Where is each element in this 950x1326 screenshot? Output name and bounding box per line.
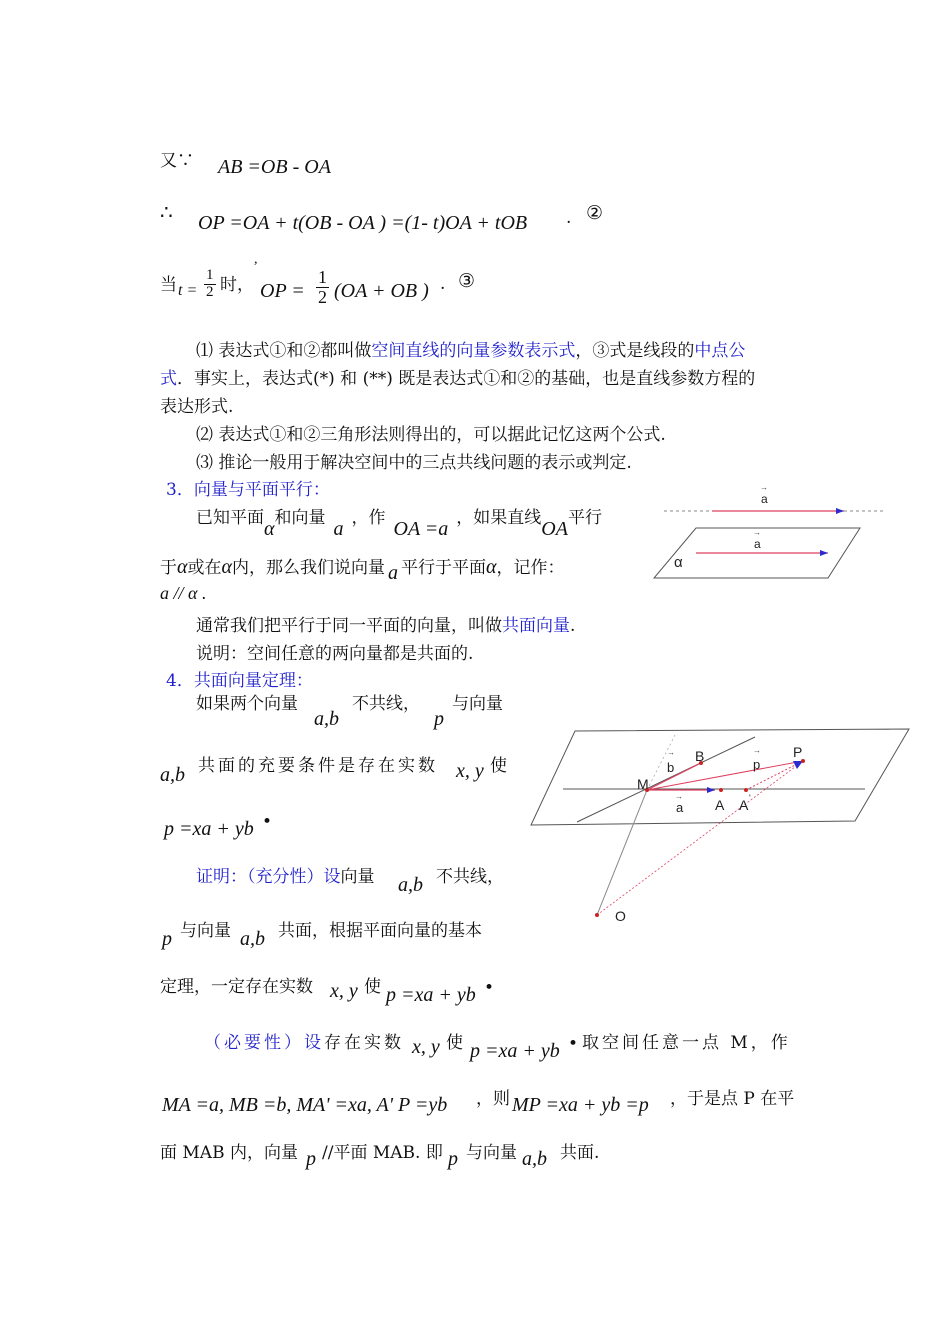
label-M: M: [637, 776, 649, 792]
arrowhead-plane: [820, 550, 828, 556]
sec4-eq3: p =xa + yb: [470, 1040, 560, 1062]
t-fraction: $\frac{1}{2}$: [206, 267, 214, 300]
sec4-line1c: 与向量: [452, 694, 503, 714]
sec4-line8c: 与向量: [466, 1143, 517, 1163]
sec3-line1: 已知平面α和向量 a ，作 OA =a ，如果直线OA平行: [196, 508, 602, 540]
sec4-ab3: a,b: [398, 874, 423, 896]
sec4-p1: p: [434, 708, 444, 730]
arrowhead-top: [836, 508, 844, 514]
sec4-ab5: a,b: [522, 1148, 547, 1170]
formula-mid-rhs: (OA + OB ): [334, 280, 429, 302]
tick-mark: ,: [254, 252, 258, 267]
sec4-line2b: 使: [490, 756, 507, 776]
because-label: 又∵: [160, 151, 194, 171]
circle-two: ②: [586, 202, 604, 224]
sec3-para2: 说明：空间任意的两向量都是共面的.: [196, 644, 474, 664]
half-fraction: $\frac{1}{2}$: [318, 267, 327, 307]
sec4-line8d: 共面.: [560, 1143, 600, 1163]
sec4-xy2: x, y: [330, 980, 358, 1002]
shi-label: 时，: [220, 275, 254, 295]
section-3-heading: 3．向量与平面平行：: [166, 480, 330, 500]
label-P: P: [793, 744, 803, 760]
figure-vector-plane: [640, 480, 890, 590]
label-a-top: a: [761, 492, 768, 506]
sec4-line5b: 使: [364, 977, 381, 997]
label-O: O: [615, 908, 626, 924]
note-1-line3: 表达形式.: [160, 397, 234, 417]
sec3-para1: 通常我们把平行于同一平面的向量，叫做共面向量.: [196, 616, 576, 636]
sec4-eq4: MA =a, MB =b, MA' =xa, A' P =yb: [162, 1094, 448, 1116]
section-4-heading: 4．共面向量定理：: [166, 671, 313, 691]
arrow-mark-b: →: [667, 748, 675, 757]
sec4-nec-c: 使: [446, 1033, 463, 1053]
arrowhead-a: [707, 787, 715, 793]
figure-coplanar: [525, 725, 915, 935]
arrow-mark-in: →: [753, 528, 761, 537]
dang-label: 当: [160, 275, 177, 295]
sec4-dot2: •: [484, 978, 495, 998]
sec4-line1b: 不共线，: [352, 694, 420, 714]
note-3: ⑶ 推论一般用于解决空间中的三点共线问题的表示或判定.: [196, 453, 632, 473]
sec4-ab1: a,b: [314, 708, 339, 730]
note-1-line2: 式．事实上，表达式(*) 和 (**) 既是表达式①和②的基础，也是直线参数方程的: [160, 369, 756, 389]
point-a: [719, 788, 723, 792]
formula-op-end: .: [566, 208, 572, 228]
formula-ab: AB =OB - OA: [218, 156, 331, 178]
sec4-line2: 共面的充要条件是存在实数: [198, 756, 438, 776]
sec4-p3: p: [306, 1148, 316, 1170]
sec4-ab2: a,b: [160, 764, 185, 786]
sec4-line7a: ，则: [476, 1089, 510, 1109]
sec4-eq2: p =xa + yb: [386, 984, 476, 1006]
therefore-symbol: ∴: [160, 200, 173, 224]
sec4-dot1: •: [262, 812, 273, 832]
label-prime: ': [749, 793, 751, 803]
sec4-ab4: a,b: [240, 928, 265, 950]
label-A: A: [715, 797, 725, 813]
label-alpha: α: [674, 554, 683, 571]
point-o: [595, 913, 599, 917]
sec4-line8b: //平面 MAB. 即: [322, 1143, 443, 1163]
sec4-proof-line1: 证明：（充分性）设向量: [196, 867, 375, 887]
arrow-mark-top: →: [760, 483, 768, 492]
sec4-line7b: ，于是点 P 在平: [670, 1089, 795, 1109]
point-a-prime: [744, 788, 748, 792]
sec4-proof-line1b: 不共线，: [436, 867, 504, 887]
sec4-line4b: 共面，根据平面向量的基本: [278, 921, 482, 941]
sec4-dot3: •: [568, 1034, 579, 1054]
sec4-p4: p: [448, 1148, 458, 1170]
arrow-mark-a: →: [675, 792, 683, 801]
note-2: ⑵ 表达式①和②三角形法则得出的，可以据此记忆这两个公式.: [196, 425, 666, 445]
sec4-nec-d: 取空间任意一点 M，作: [582, 1033, 791, 1053]
sec4-nec-line: （必要性）设存在实数: [204, 1033, 404, 1053]
formula-mid-lhs: OP =: [260, 280, 305, 302]
sec4-line1a: 如果两个向量: [196, 694, 298, 714]
sec4-eq5: MP =xa + yb =p: [512, 1094, 649, 1116]
label-B: B: [695, 748, 705, 764]
sec4-line8a: 面 MAB 内，向量: [160, 1143, 298, 1163]
sec4-eq1: p =xa + yb: [164, 818, 254, 840]
sec4-xy1: x, y: [456, 760, 484, 782]
sec3-notation: a // α .: [160, 583, 207, 603]
label-p: p: [753, 757, 761, 772]
sec4-xy3: x, y: [412, 1036, 440, 1058]
label-A2: A: [739, 797, 749, 813]
sec4-line5a: 定理，一定存在实数: [160, 977, 313, 997]
note-1-line1: ⑴ 表达式①和②都叫做空间直线的向量参数表示式，③式是线段的中点公: [196, 341, 746, 361]
line-mb: [577, 737, 755, 822]
sec4-line4a: 与向量: [180, 921, 231, 941]
formula-op: OP =OA + t(OB - OA ) =(1- t)OA + tOB: [198, 212, 528, 234]
sec4-p2: p: [162, 928, 172, 950]
label-b: b: [667, 760, 675, 775]
circle-three: ③: [458, 270, 476, 292]
arrow-mark-p: →: [753, 746, 761, 755]
sec3-line2: 于α或在α内，那么我们说向量 a 平行于平面α，记作：: [160, 556, 565, 584]
formula-mid-end: .: [440, 274, 446, 294]
label-a: a: [676, 800, 684, 815]
label-a-in: a: [754, 537, 761, 551]
t-equals: t =: [178, 282, 198, 299]
